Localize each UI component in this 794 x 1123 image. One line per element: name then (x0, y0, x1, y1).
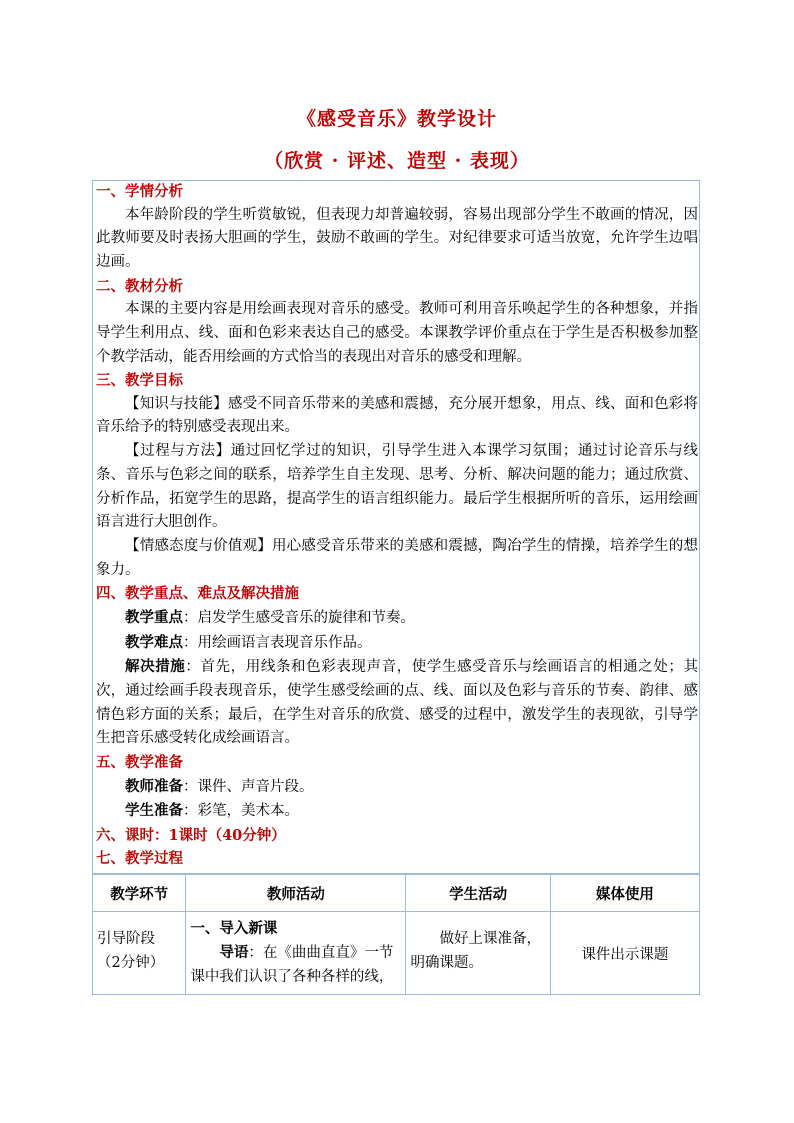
paragraph: 【过程与方法】通过回忆学过的知识，引导学生进入本课学习氛围；通过讨论音乐与线条、音乐与色彩之间的联系，培养学生自主发现、思考、分析、解决问题的能力；通过欣赏、分析作品，拓宽学生的思路，提高学生的语言组织能力。最后学生根据所听的音乐，运用绘画语言进行大胆创作。 (96, 443, 698, 531)
paragraph (96, 655, 698, 751)
header-student-activity: 学生活动 (406, 875, 550, 912)
difficulty-label: 教学难点 (125, 633, 183, 651)
section-heading-5: 五、教学准备 (96, 754, 183, 772)
section-heading-7: 七、教学过程 (96, 850, 183, 868)
student-activity-cell (406, 912, 550, 995)
paragraph (96, 606, 698, 631)
table-header-row (93, 875, 700, 912)
paragraph (96, 799, 698, 824)
solution-label: 解决措施 (125, 658, 186, 676)
stage-name: 引导阶段 (97, 931, 155, 947)
intro-label: 导语 (219, 944, 249, 961)
student-activity-text: 做好上课准备，明确课题。 (410, 931, 541, 971)
teacher-prep-label: 教师准备 (125, 777, 183, 795)
stage-duration: （2分钟） (97, 955, 165, 971)
page-subtitle: （欣赏 · 评述、造型 · 表现） (264, 150, 530, 172)
teacher-prep-text: ：课件、声音片段。 (183, 778, 314, 795)
paragraph (96, 775, 698, 800)
media-cell (550, 912, 699, 995)
table-row (93, 912, 700, 995)
key-point-text: ：启发学生感受音乐的旋律和节奏。 (183, 609, 415, 626)
section-heading-2: 二、教材分析 (96, 277, 183, 295)
header-stage: 教学环节 (93, 875, 186, 912)
content (96, 180, 698, 871)
section-heading-1: 一、学情分析 (96, 183, 183, 200)
header-teacher-activity: 教师活动 (186, 875, 406, 912)
paragraph: 本年龄阶段的学生听赏敏锐，但表现力却普遍较弱，容易出现部分学生不敢画的情况，因此教师要及时表扬大胆画的学生，鼓励不敢画的学生。对纪律要求可适当放宽，允许学生边唱边画。 (96, 206, 698, 270)
teacher-activity-cell (186, 912, 406, 995)
process-table (92, 874, 700, 995)
teacher-activity-text (190, 941, 401, 989)
section-heading-6: 六、课时：1课时（40分钟） (96, 826, 286, 844)
paragraph: 【情感态度与价值观】用心感受音乐带来的美感和震撼，陶冶学生的情操，培养学生的想象力。 (96, 537, 698, 578)
stage-cell (93, 912, 186, 995)
page-title: 《感受音乐》教学设计 (296, 108, 497, 130)
paragraph: 本课的主要内容是用绘画表现对音乐的感受。教师可利用音乐唤起学生的各种想象，并指导学生利用点、线、面和色彩来表达自己的感受。本课教学评价重点在于学生是否积极参加整个教学活动，能否用绘画的方式恰当的表现出对音乐的感受和理解。 (96, 301, 698, 365)
paragraph (96, 631, 698, 656)
key-point-label: 教学重点 (125, 608, 183, 626)
section-heading-4: 四、教学重点、难点及解决措施 (96, 585, 299, 603)
student-prep-label: 学生准备 (125, 802, 183, 820)
student-prep-text: ：彩笔，美术本。 (183, 803, 299, 820)
header-media: 媒体使用 (550, 875, 699, 912)
intro-text: ：在《曲曲直直》一节课中我们认识了各种各样的线， (190, 945, 394, 985)
solution-text: ：首先，用线条和色彩表现声音，使学生感受音乐与绘画语言的相通之处；其次，通过绘画手段表现音乐，使学生感受绘画的点、线、面以及色彩与音乐的节奏、韵律、感情色彩方面的关系；最后，在学生对音乐的欣赏、感受的过程中，激发学生的表现欲，引导学生把音乐感受转化成绘画语言。 (96, 659, 699, 747)
section-heading-3: 三、教学目标 (96, 372, 183, 390)
teacher-activity-heading: 一、导入新课 (190, 920, 278, 937)
media-text: 课件出示课题 (581, 946, 669, 963)
difficulty-text: ：用绘画语言表现音乐作品。 (183, 634, 372, 651)
paragraph: 【知识与技能】感受不同音乐带来的美感和震撼，充分展开想象，用点、线、面和色彩将音乐给予的特别感受表现出来。 (96, 395, 698, 436)
